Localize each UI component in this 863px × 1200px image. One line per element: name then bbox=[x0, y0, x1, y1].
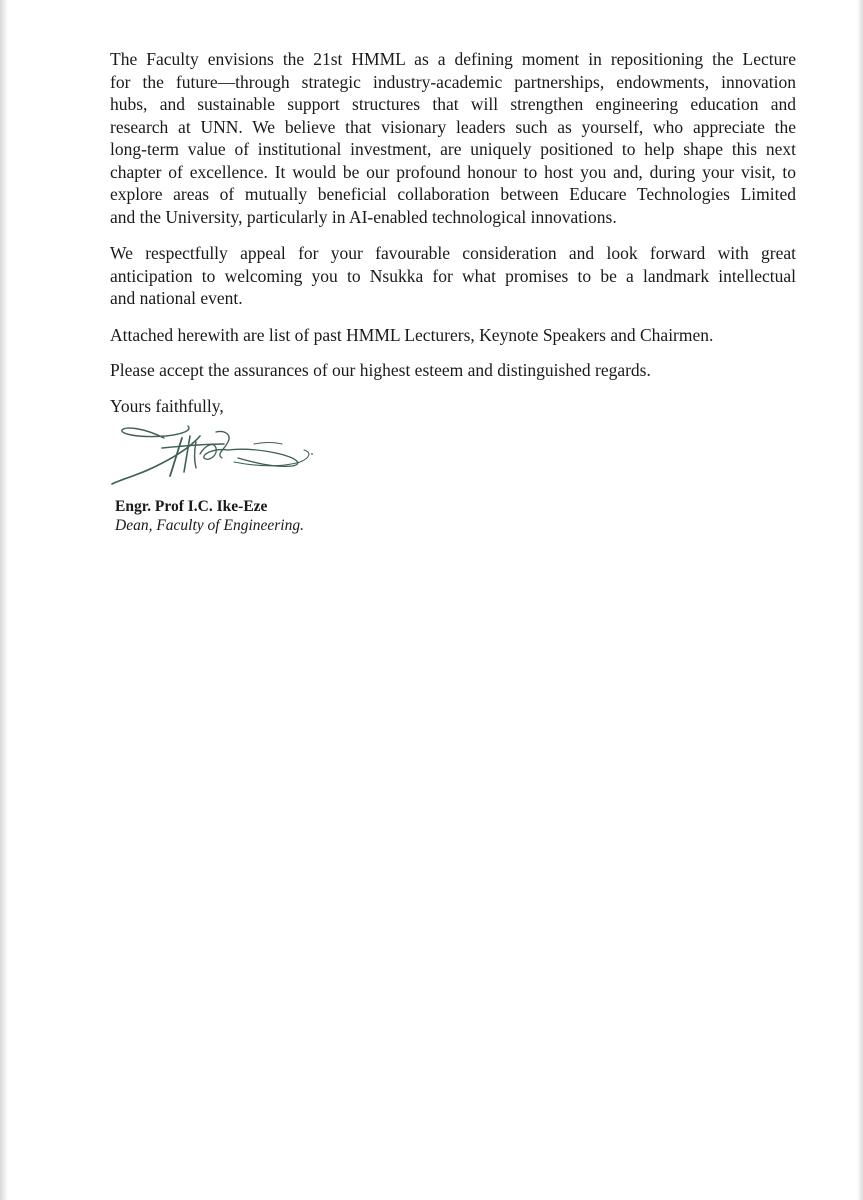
text-line: We respectfully appeal for your favourable consideration and look forward with great bbox=[110, 243, 796, 263]
regards-line: Please accept the assurances of our highest esteem and distinguished regards. bbox=[110, 360, 651, 380]
text-line: for the future—through strategic industry-academic partnerships, endowments, innovation bbox=[110, 71, 796, 92]
attachment-note: Attached herewith are list of past HMML Lecturers, Keynote Speakers and Chairmen. bbox=[110, 324, 714, 345]
signatory-title: Dean, Faculty of Engineering. bbox=[115, 517, 304, 534]
text-line: explore areas of mutually beneficial collaboration between Educare Technologies Limited bbox=[110, 184, 796, 204]
closing-salutation: Yours faithfully, bbox=[110, 396, 224, 416]
text-line: long-term value of institutional investment, are uniquely positioned to help shape this next bbox=[110, 139, 796, 159]
paragraph-appeal bbox=[110, 242, 796, 310]
text-line: research at UNN. We believe that visionary leaders such as yourself, who appreciate the bbox=[110, 116, 796, 137]
text-line: The Faculty envisions the 21st HMML as a defining moment in repositioning the Lecture bbox=[110, 49, 796, 69]
handwritten-signature bbox=[104, 414, 324, 490]
text-line: and the University, particularly in AI-enabled technological innovations. bbox=[110, 206, 617, 227]
text-line: anticipation to welcoming you to Nsukka for what promises to be a landmark intellectual bbox=[110, 265, 796, 286]
letter-body bbox=[110, 48, 796, 395]
signatory-name: Engr. Prof I.C. Ike-Eze bbox=[115, 498, 268, 515]
text-line: hubs, and sustainable support structures that will strengthen engineering education and bbox=[110, 94, 796, 114]
text-line: and national event. bbox=[110, 288, 243, 308]
text-line: chapter of excellence. It would be our profound honour to host you and, during your visit, to bbox=[110, 161, 796, 182]
paragraph-vision bbox=[110, 48, 796, 228]
